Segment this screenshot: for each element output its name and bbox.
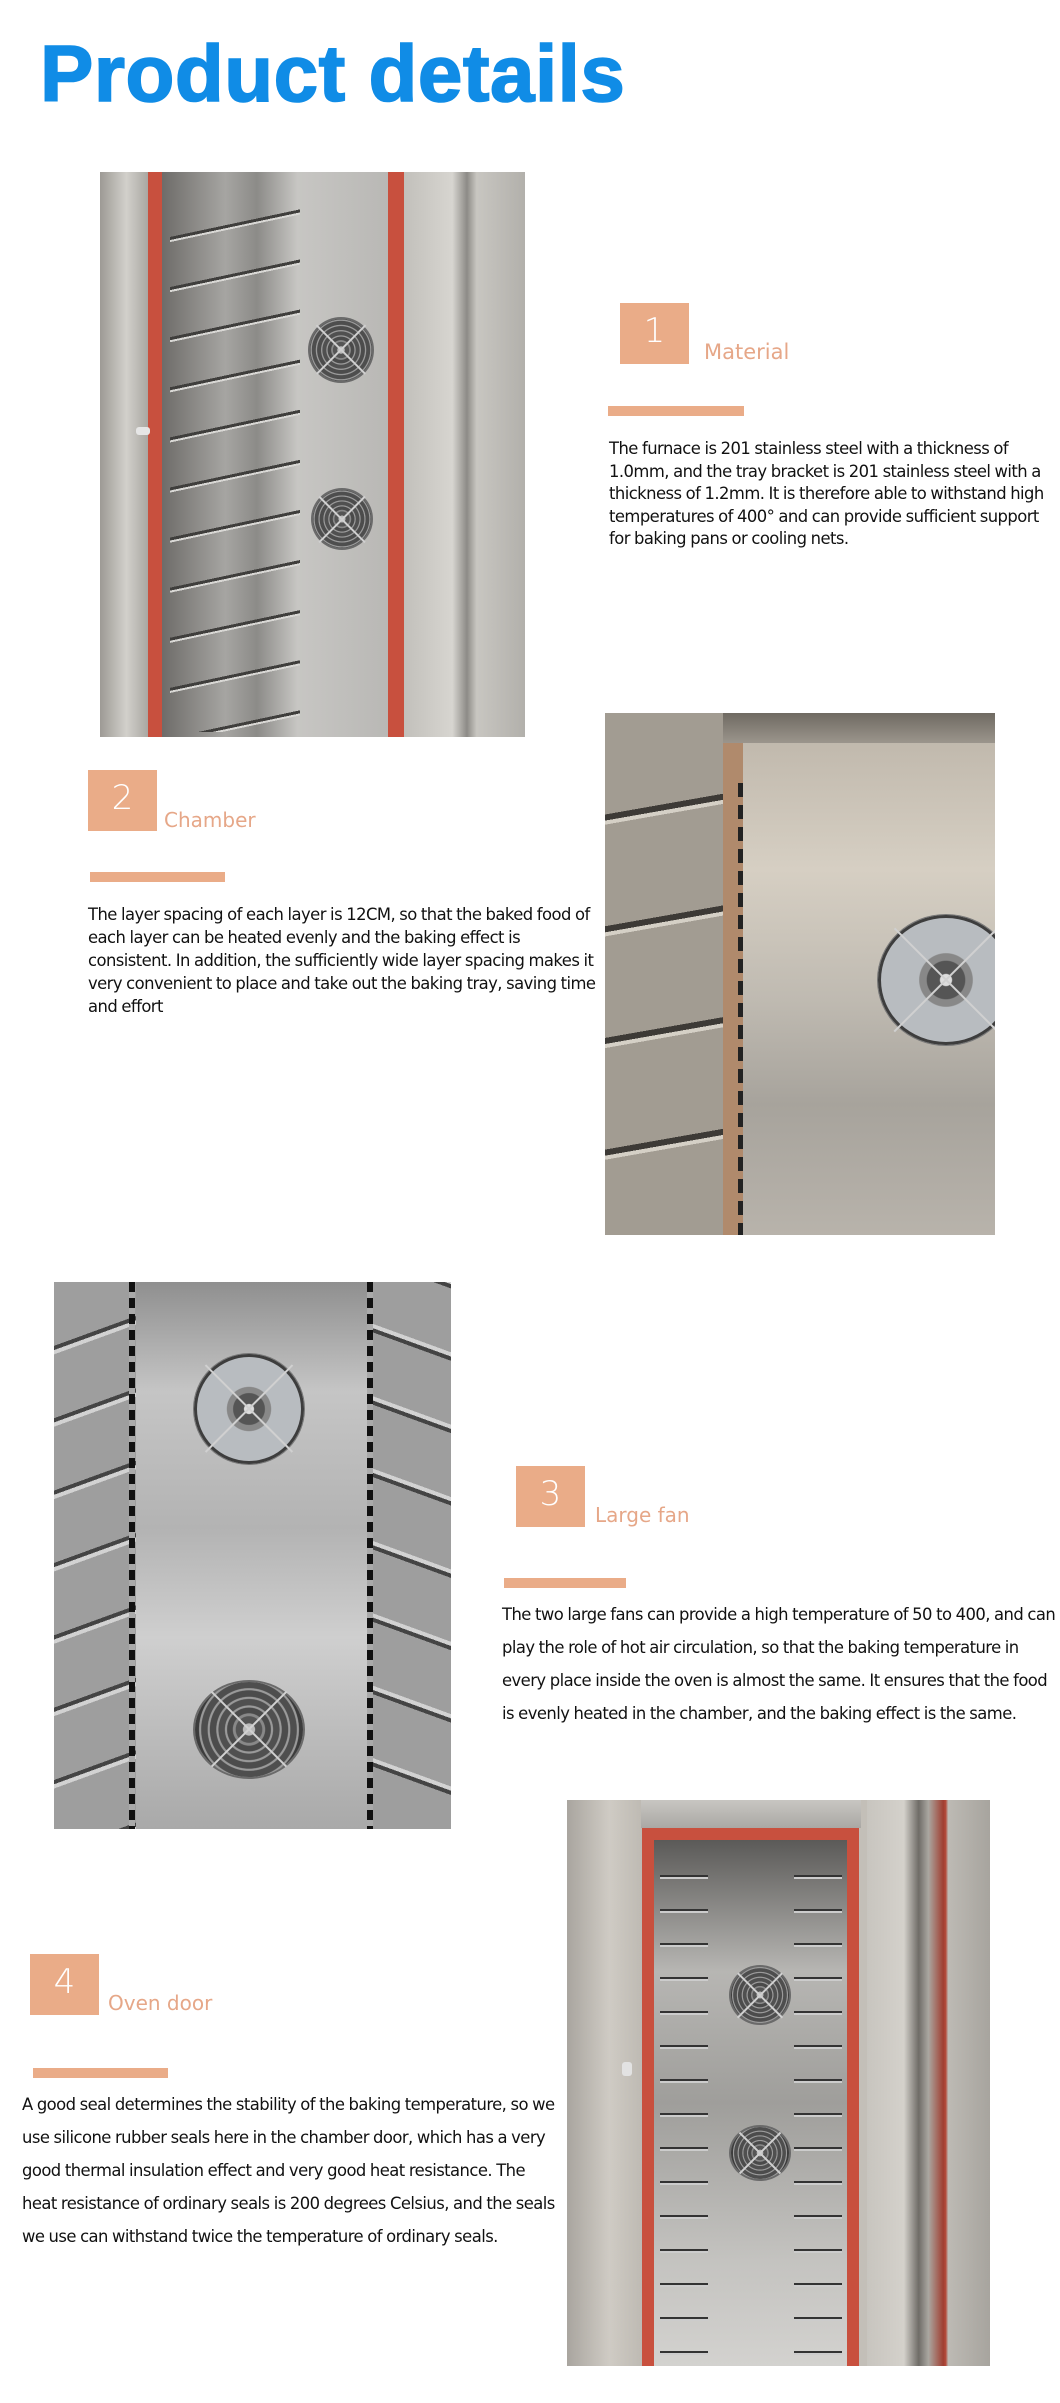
side-panel [867, 1800, 990, 2366]
door-handle [622, 2062, 632, 2076]
fan-icon [731, 1967, 789, 2023]
section-description: A good seal determines the stability of the baking temperature, so we use silicone rubber seals here in the chamber door, which has a very good thermal insulation effect and very good heat resistance. The heat resistance of ordinary seals is 200 degrees Celsius, and the seals we use can withstand twice the temperature of ordinary seals. [22, 2095, 555, 2246]
section-description: The furnace is 201 stainless steel with a thickness of 1.0mm, and the tray bracket is 201 stainless steel with a thickness of 1.2mm. It is therefore able to withstand high temperatures of 400° and can provide sufficient support for baking pans or cooling nets. [609, 439, 1044, 549]
outer-panel-left [100, 172, 148, 737]
fan-icon [313, 490, 371, 548]
section-number-badge [88, 770, 157, 831]
section-number-badge [30, 1954, 99, 2015]
accent-bar [608, 406, 744, 416]
photo-chamber-two-fans [54, 1282, 451, 1829]
section-description: The layer spacing of each layer is 12CM, so that the baked food of each layer can be heated evenly and the baking effect is consistent. In addition, the sufficiently wide layer spacing makes it very convenient to place and take out the baking tray, saving time and effort [88, 905, 596, 1016]
section-label: Chamber [164, 808, 256, 832]
section-label: Material [704, 340, 790, 364]
side-wall-rails [605, 713, 723, 1235]
door-panel-right [404, 172, 525, 737]
section-number: 2 [111, 777, 134, 818]
rail-slots [738, 783, 743, 1235]
section-number-badge [620, 303, 689, 364]
page-title: Product details [40, 29, 626, 118]
fan-icon [194, 1354, 304, 1464]
fan-icon [731, 2127, 789, 2179]
accent-bar [90, 872, 225, 882]
photo-oven-chamber-side [100, 172, 525, 737]
right-rails [369, 1282, 451, 1829]
door-handle [136, 427, 150, 435]
top-panel [641, 1800, 861, 1828]
section-number: 4 [53, 1961, 76, 2002]
section-number-badge [516, 1466, 585, 1527]
door-seal-right [388, 172, 404, 737]
section-label: Large fan [595, 1503, 690, 1527]
right-post [367, 1282, 373, 1829]
photo-oven-door-seal [567, 1800, 990, 2366]
section-number: 3 [539, 1473, 562, 1514]
accent-bar [504, 1578, 626, 1588]
left-rails [54, 1282, 136, 1829]
fan-icon [878, 915, 995, 1045]
tray-rails-left [660, 1845, 708, 2366]
section-label: Oven door [108, 1991, 213, 2015]
left-post [129, 1282, 135, 1829]
tray-rails-right [794, 1845, 842, 2366]
fan-icon [195, 1682, 303, 1777]
tray-rails [170, 192, 300, 732]
accent-bar [33, 2068, 168, 2078]
fan-icon [310, 319, 372, 381]
section-description: The two large fans can provide a high temperature of 50 to 400, and can play the role of hot air circulation, so that the baking temperature in every place inside the oven is almost the same. It ensures that the food is evenly heated in the chamber, and the baking effect is the same. [502, 1605, 1056, 1723]
section-number: 1 [643, 310, 666, 351]
photo-chamber-interior [605, 713, 995, 1235]
door-seal-left [148, 172, 162, 737]
